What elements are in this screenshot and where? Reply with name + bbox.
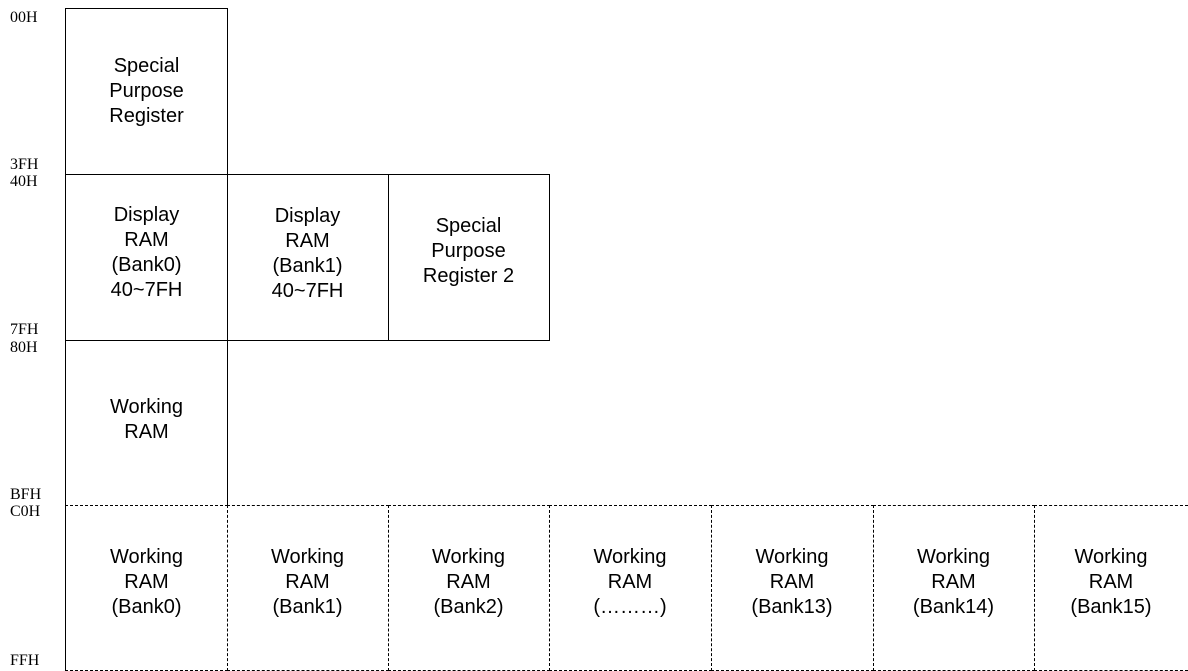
working-ram-bank2-block: [388, 505, 550, 671]
block-line: (Bank1): [272, 254, 343, 277]
working-ram-bank13-block: [711, 505, 874, 671]
special-purpose-register-2-block: [388, 174, 550, 341]
block-line: Display: [274, 204, 341, 227]
address-c0h: C0H: [10, 503, 41, 520]
block-line: Working: [593, 545, 667, 568]
working-ram-bank0-block: [65, 505, 228, 671]
block-line: Working: [917, 545, 990, 568]
working-ram-bank14-block: [873, 505, 1035, 671]
block-line: RAM: [124, 421, 169, 443]
working-ram-bank1-block: [227, 505, 389, 671]
block-line: Working: [110, 545, 183, 568]
block-line: 40~7FH: [271, 279, 344, 302]
special-purpose-register-block: [65, 8, 228, 175]
address-00h: 00H: [10, 9, 38, 26]
block-line: RAM: [285, 229, 330, 252]
address-80h: 80H: [10, 339, 38, 356]
block-line: RAM: [931, 570, 976, 593]
address-40h: 40H: [10, 173, 38, 190]
block-line: Display: [113, 204, 180, 226]
block-line: (Bank2): [433, 595, 504, 618]
block-line: RAM: [124, 570, 169, 593]
block-line: RAM: [285, 570, 330, 593]
block-line: Register 2: [422, 265, 515, 287]
block-line: (Bank1): [272, 595, 343, 618]
block-line: (Bank13): [751, 595, 833, 618]
block-line: Purpose: [431, 240, 506, 262]
block-line: Register: [109, 105, 184, 127]
block-line: Working: [271, 545, 344, 568]
block-line: Working: [110, 396, 183, 418]
block-line: (Bank0): [111, 595, 182, 618]
block-line: (Bank0): [111, 254, 182, 276]
address-7fh: 7FH: [10, 321, 39, 338]
block-line: Working: [755, 545, 829, 568]
address-3fh: 3FH: [10, 156, 39, 173]
address-bfh: BFH: [10, 486, 42, 503]
address-ffh: FFH: [10, 652, 40, 669]
block-line: Purpose: [109, 80, 184, 102]
block-line: Working: [432, 545, 505, 568]
working-ram-bank-ellipsis-block: [549, 505, 712, 671]
working-ram-block: [65, 340, 228, 506]
block-line: RAM: [1088, 570, 1134, 593]
block-line: RAM: [124, 229, 169, 251]
block-line: RAM: [769, 570, 815, 593]
block-line: RAM: [607, 570, 653, 593]
block-line: (Bank14): [912, 595, 995, 618]
block-line: 40~7FH: [110, 279, 183, 301]
block-line: (………): [593, 595, 667, 618]
working-ram-bank15-block: [1034, 505, 1188, 671]
display-ram-bank1-block: [227, 174, 389, 341]
display-ram-bank0-block: [65, 174, 228, 341]
block-line: RAM: [446, 570, 491, 593]
block-line: Special: [113, 55, 180, 77]
block-line: (Bank15): [1070, 595, 1152, 618]
block-line: Special: [435, 215, 502, 237]
block-line: Working: [1074, 545, 1148, 568]
